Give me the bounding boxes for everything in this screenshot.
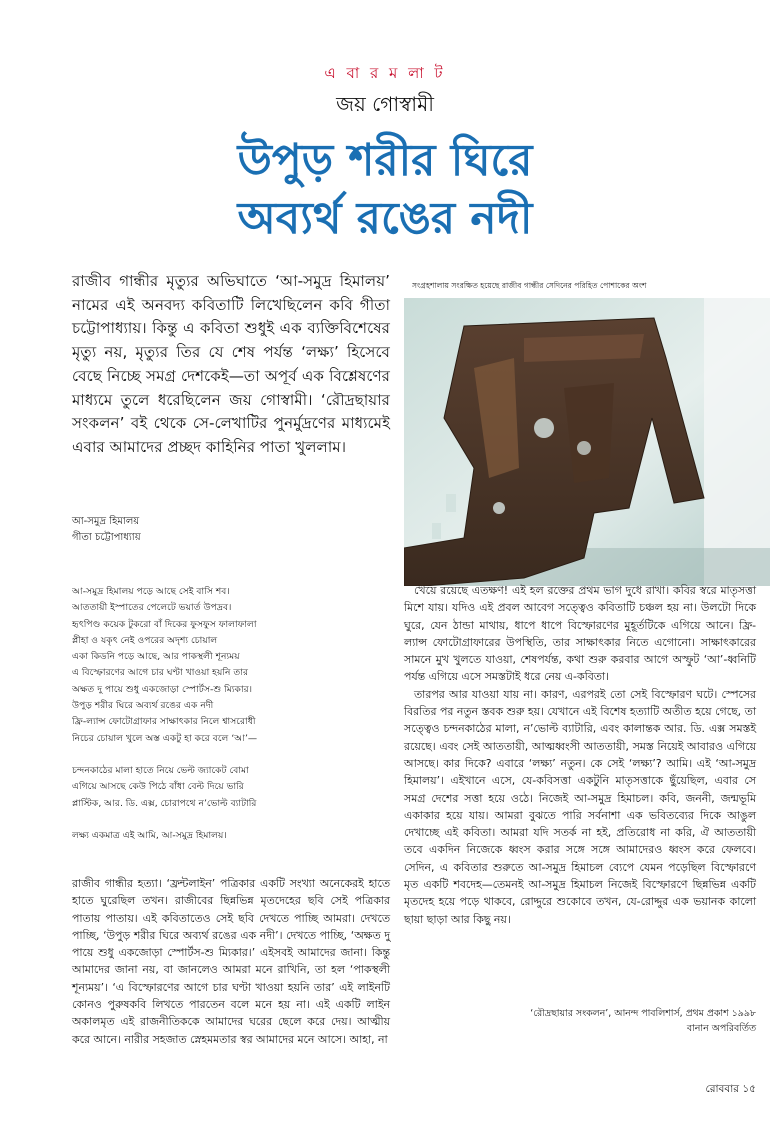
intro-paragraph: রাজীব গান্ধীর মৃত্যুর অভিঘাতে ‘আ-সমুদ্র হিমালয়’ নামের এই অনবদ্য কবিতাটি লিখেছিলেন কবি গীতা চট্টোপাধ্যায়। কিন্তু এ কবিতা শুধুই এক ব্যক্তিবিশেষের মৃত্যু নয়, মৃত্যুর তির যে শেষ পর্যন্ত ‘লক্ষ্য’ হিসেবে বেছে নিচ্ছে সমগ্র দেশকেই—তা অপূর্ব এক বিশ্লেষণের মাধ্যমে তুলে ধরেছিলেন জয় গোস্বামী। ‘রৌদ্রছায়ার সংকলন’ বই থেকে সে-লেখাটির পুনর্মুদ্রণের মাধ্যমেই এবার আমাদের প্রচ্ছদ কাহিনির পাতা খুললাম। [72, 272, 390, 456]
poem-title: আ-সমুদ্র হিমালয় [72, 516, 140, 527]
poem-line: প্লীহা ও যকৃৎ নেই ওপরের অদৃশ্য চোয়াল [72, 634, 218, 646]
headline [0, 132, 770, 248]
poem-line: প্লাস্টিক, আর. ডি. এক্স, চোরাপথে ন’ভোল্ট ব্যাটারি [72, 797, 257, 809]
poem-heading [72, 514, 141, 546]
headline-line-2: অব্যর্থ রঙের নদী [237, 193, 533, 244]
poem-line: ফ্রি-ল্যান্স ফোটোগ্রাফার সাক্ষাৎকার নিলে শ্বাসরোধী [72, 716, 256, 728]
poem-stanza-2 [72, 763, 390, 812]
poem-line: একা কিডনি পড়ে আছে, আর পাকস্থলী শূন্যময় [72, 651, 240, 663]
source-credit [404, 1006, 756, 1036]
garment-photo [404, 298, 770, 586]
poem-line: আ-সমুদ্র হিমালয় পড়ে আছে সেই বাসি শব। [72, 586, 230, 597]
article-body-right [404, 582, 756, 928]
poem-poet: গীতা চট্টোপাধ্যায় [72, 532, 141, 543]
page-folio: রোববার ১৫ [705, 1083, 756, 1095]
author-name: জয় গোস্বামী [336, 92, 434, 116]
article-body-left: রাজীব গান্ধীর হত্যা। ‘ফ্রন্টলাইন’ পত্রিকার একটি সংখ্যা অনেকেরই হাতে হাতে ঘুরেছিল তখন। রাজীবের ছিন্নভিন্ন মৃতদেহের ছবি সেই পত্রিকার পাতায় পাতায়। এই কবিতাতেও সেই ছবি দেখতে পাচ্ছি আমরা। দেখতে পাচ্ছি, ‘উপুড় শরীর ঘিরে অব্যর্থ রঙের এক নদী’। দেখতে পাচ্ছি, ‘অক্ষত দু পায়ে শুধু একজোড়া স্পোর্টস-শু ম্যিকার।’ এইসবই আমাদের জানা। কিন্তু আমাদের জানা নয়, বা জানলেও আমরা মনে রাখিনি, তা হল ‘পাকস্থলী শূন্যময়’। ‘এ বিস্ফোরণের আগে চার ঘণ্টা খাওয়া হয়নি তার’ এই লাইনটি কোনও পুরুষকবি লিখতে পারতেন বলে মনে হয় না। এই একটি লাইন অকালমৃত এই রাজনীতিককে আমাদের ঘরের ছেলে করে দেয়। আত্মীয় করে আনে। নারীর সহজাত স্নেহমমতার স্বর আমাদের মনে আসে। আহা, না [72, 877, 390, 1046]
photo-caption: সংগ্রহশালায় সংরক্ষিত হয়েছে রাজীব গান্ধীর সেদিনের পরিহিত পোশাকের অংশ [412, 281, 647, 290]
poem-line: হৃৎপিণ্ড কয়েক টুকরো বাঁ দিকের ফুসফুস ফালাফালা [72, 618, 257, 630]
poem-stanza-3 [72, 828, 390, 844]
body-paragraph: খেয়ে রয়েছে এতক্ষণ! এই হল রক্তের প্রথম ভাগ দুধে রাখা। কবির স্বরে মাতৃসত্তা মিশে যায়। যদিও এই প্রবল আবেগ সত্ত্বেও কবিতাটি চঞ্চল হয় না। উলটো দিকে ঘুরে, যেন ঠান্ডা মাথায়, ধাপে ধাপে বিস্ফোরণের মুহূর্তটিকে এগিয়ে আনে। ফ্রি-ল্যান্স ফোটোগ্রাফারের উপস্থিতি, তার সাক্ষাৎকার নিতে এগোনো। সাক্ষাৎকারের সামনে মুখ খুলতে যাওয়া, শেষপর্যন্ত, কথা শুরু করবার আগে অস্ফুট ‘আ’-ধ্বনিটি পর্যন্ত এগিয়ে এসে সমস্তটাই ধরে নেয় এ-কবিতা। [404, 584, 756, 684]
poem-text [72, 584, 390, 860]
poem-line: অক্ষত দু পায়ে শুধু একজোড়া স্পোর্টস-শু ম্যিকার। [72, 683, 252, 695]
garment-photo-illustration [404, 298, 770, 586]
headline-line-1: উপুড় শরীর ঘিরে [237, 135, 533, 186]
body-paragraph: তারপর আর যাওয়া যায় না। কারণ, এরপরই তো সেই বিস্ফোরণ ঘটে। স্পেসের বিরতির পর নতুন স্তবক শুরু হয়। যেখানে এই বিশেষ হত্যাটি অতীত হয়ে গেছে, তা সত্ত্বেও চন্দনকাঠের মালা, ন’ভোল্ট ব্যাটারি, এবং কালান্তক আর. ডি. এক্স সমস্তই রয়েছে। এবং সেই আততায়ী, আত্মধ্বংসী আততায়ী, সমস্ত নিয়েই আবারও এগিয়ে আসছে। কার দিকে? এবারে ‘লক্ষ্য’ নতুন। কে সেই ‘লক্ষ্য’? আমি। এই ‘আ-সমুদ্র হিমালয়’। এইখানে এসে, যে-কবিসত্তা একটুনি মাতৃসত্তাকে ছুঁয়েছিল, এবার সে সমগ্র দেশের সত্তা হয়ে ওঠে। নিজেই আ-সমুদ্র হিমাচল। কবি, জননী, জন্মভূমি একাকার হয়ে যায়। আমরা বুঝতে পারি সর্বনাশা এক ভবিতব্যের দিকে আঙুল দেখাচ্ছে এই কবিতা। আমরা যদি সতর্ক না হই, প্রতিরোধ না করি, ঐ আততায়ী তবে একদিন নিজেকে ধ্বংস করার সঙ্গে সঙ্গে আমাদেরও ধ্বংস করে ফেলবে। সেদিন, এ কবিতার শুরুতে আ-সমুদ্র হিমাচল ব্যেপে যেমন পড়েছিল বিস্ফোরণে মৃত একটি শবদেহ—তেমনই আ-সমুদ্র হিমাচল নিজেই বিস্ফোরণে ছিন্নভিন্ন একটি মৃতদেহ হয়ে পড়ে থাকবে, রোদ্দুরে শুকোবে তখন, যে-রোদ্দুর এক ভয়ানক কালো ছায়া ছাড়া আর কিছু নয়। [404, 687, 756, 926]
poem-line: চন্দনকাঠের মালা হাতে নিয়ে ভেল্ট জ্যাকেট বোমা [72, 764, 249, 776]
section-kicker: এ বা র ম লা ট [324, 64, 446, 82]
poem-line: আততায়ী ইস্পাতের পেলেটে ভয়ার্ত উপদ্রব। [72, 602, 232, 614]
poem-line: এগিয়ে আসছে কেউ পিঠে বাঁধা বেল্ট দিয়ে ভারি [72, 781, 244, 793]
source-note: বানান অপরিবর্তিত [686, 1023, 756, 1034]
poem-line: উপুড় শরীর ঘিরে অব্যর্থ রঙের এক নদী [72, 700, 214, 712]
poem-line: এ বিস্ফোরণের আগে চার ঘণ্টা খাওয়া হয়নি তার [72, 667, 249, 679]
source-line: ‘রৌদ্রছায়ার সংকলন’, আনন্দ পাবলিশার্স, প্রথম প্রকাশ ১৯৯৮ [530, 1008, 756, 1019]
poem-line: লক্ষ্য একমাত্র এই আমি, আ-সমুদ্র হিমালয়। [72, 829, 227, 841]
poem-stanza-1 [72, 584, 390, 747]
poem-line: নিচের চোয়াল খুলে অস্ত একটু হা করে বলে ‘আ’— [72, 732, 258, 744]
